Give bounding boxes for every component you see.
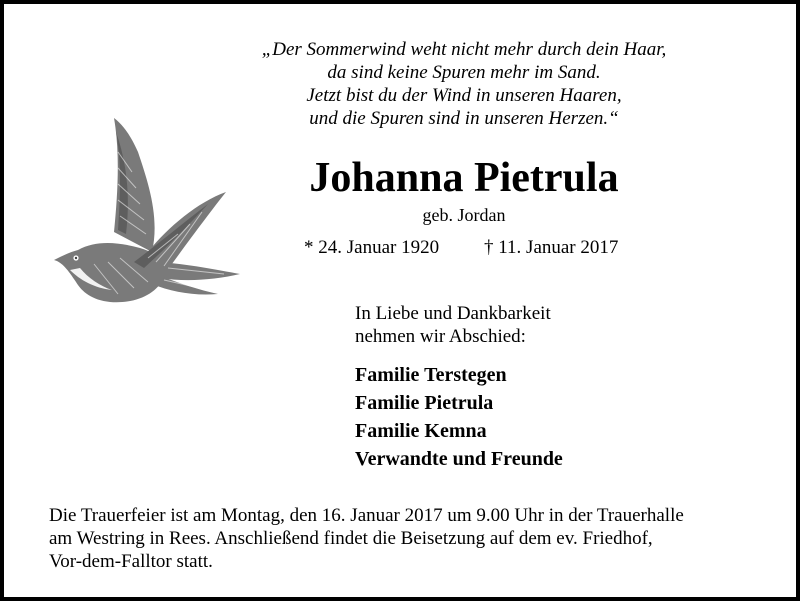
notice-line: am Westring in Rees. Anschließend findet die Beisetzung auf dem ev. Friedhof, bbox=[49, 528, 653, 549]
farewell-line: In Liebe und Dankbarkeit bbox=[355, 303, 551, 324]
notice-line: Die Trauerfeier ist am Montag, den 16. Januar 2017 um 9.00 Uhr in der Trauerhalle bbox=[49, 505, 684, 526]
mourner-family: Verwandte und Freunde bbox=[355, 448, 563, 470]
quote-line: da sind keine Spuren mehr im Sand. bbox=[327, 62, 601, 83]
birth-name: geb. Jordan bbox=[422, 205, 506, 225]
deceased-name: Johanna Pietrula bbox=[309, 155, 619, 201]
mourner-family: Familie Pietrula bbox=[355, 392, 494, 414]
mourner-family: Familie Terstegen bbox=[355, 364, 507, 386]
birth-date: * 24. Januar 1920 bbox=[304, 237, 440, 258]
farewell-line: nehmen wir Abschied: bbox=[355, 326, 526, 347]
mourner-family: Familie Kemna bbox=[355, 420, 487, 442]
swallow-icon bbox=[48, 112, 244, 318]
quote-line: und die Spuren sind in unseren Herzen.“ bbox=[309, 108, 619, 129]
memorial-quote bbox=[224, 38, 704, 130]
mourners-list bbox=[355, 361, 563, 473]
quote-line: „Der Sommerwind weht nicht mehr durch dein Haar, bbox=[261, 39, 667, 60]
death-date: † 11. Januar 2017 bbox=[484, 237, 619, 258]
service-notice bbox=[49, 504, 769, 573]
quote-line: Jetzt bist du der Wind in unseren Haaren, bbox=[306, 85, 622, 106]
notice-line: Vor-dem-Falltor statt. bbox=[49, 551, 213, 572]
farewell-text bbox=[355, 302, 551, 348]
